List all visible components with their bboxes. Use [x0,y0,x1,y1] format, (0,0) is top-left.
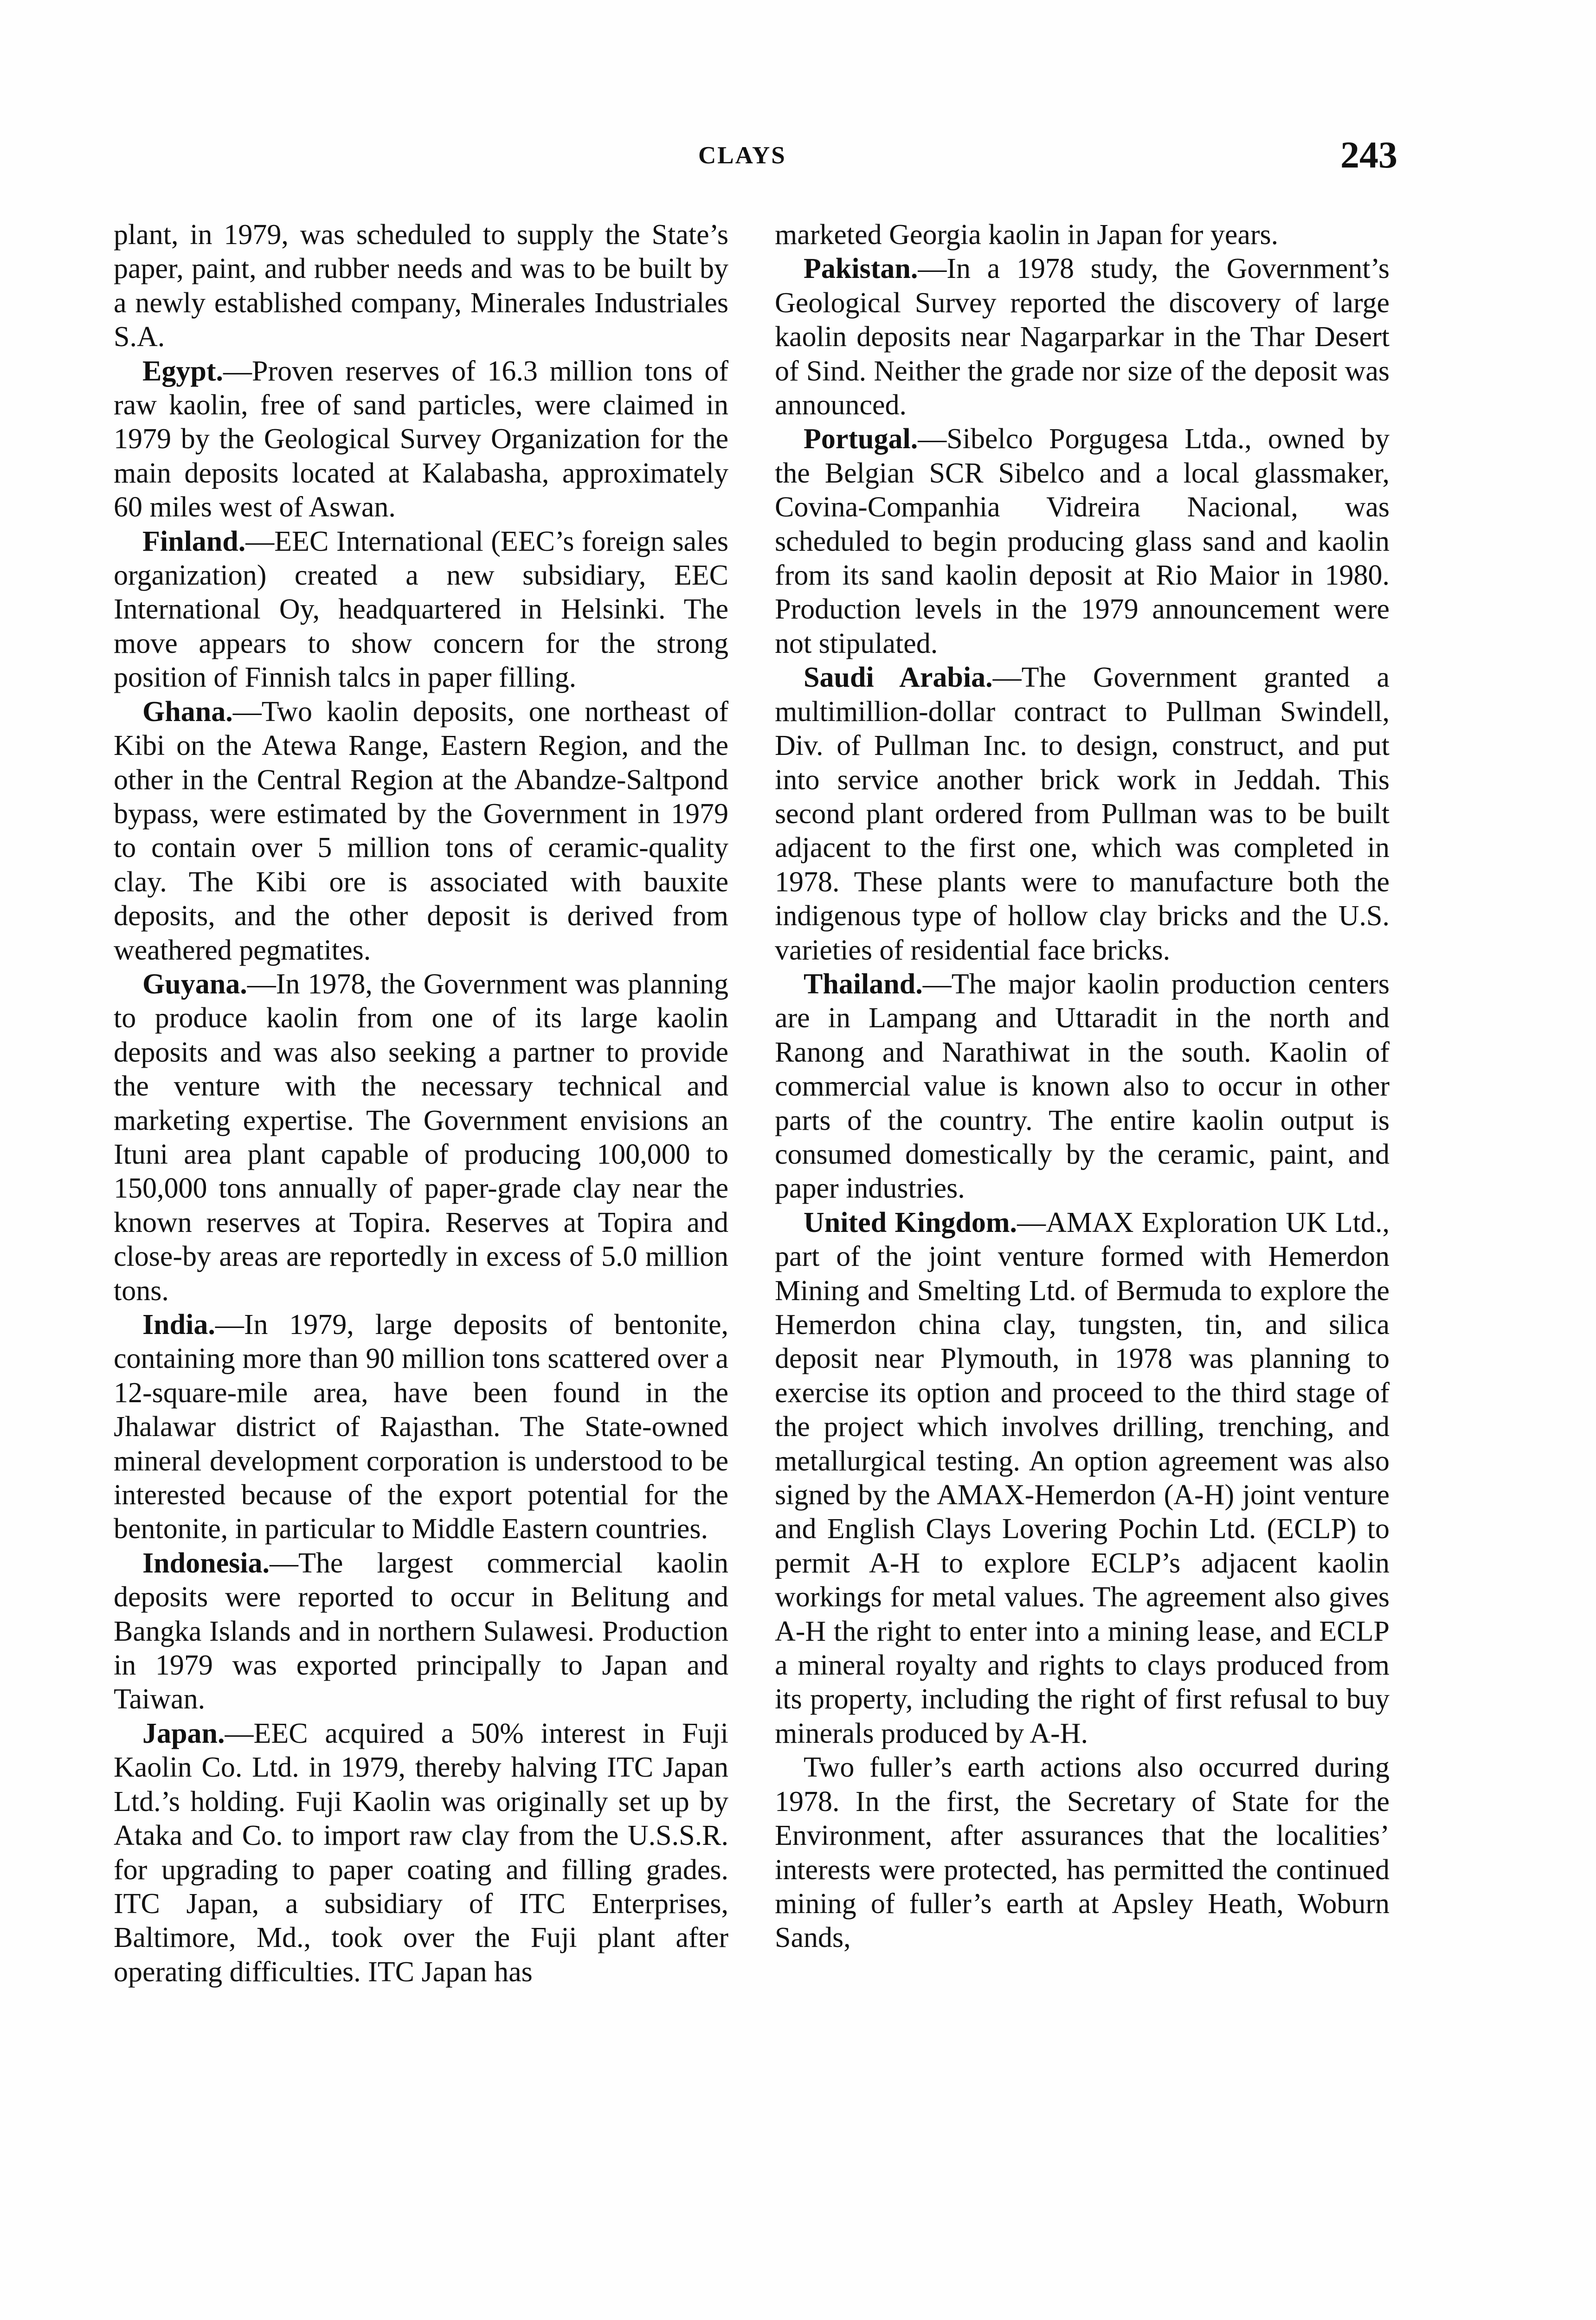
entry-text: —The Government granted a multimillion-dollar contract to Pullman Swindell, Div. of Pullman Inc. to design, construct, and put into service another brick work in Jeddah. This second plant ordered from Pullman was to be built adjacent to the first one, which was completed in 1978. These plants were to manufacture both the indigenous type of hollow clay bricks and the U.S. varieties of residential face bricks. [775,662,1390,966]
country-entry-thailand [775,967,1390,1206]
country-heading: Guyana. [142,968,247,1000]
entry-text: —EEC International (EEC’s foreign sales organization) created a new subsidiary, EEC International Oy, headquartered in Helsinki. The move appears to show concern for the strong position of Finnish talcs in paper filling. [114,525,728,694]
entry-text: —Sibelco Porgugesa Ltda., owned by the Belgian SCR Sibelco and a local glassmaker, Covina-Companhia Vidreira Nacional, was scheduled to begin producing glass sand and kaolin from its sand kaolin deposit at Rio Maior in 1980. Production levels in the 1979 announcement were not stipulated. [775,423,1390,659]
entry-text: —AMAX Exploration UK Ltd., part of the joint venture formed with Hemerdon Mining and Smelting Ltd. of Bermuda to explore the Hemerdon china clay, tungsten, tin, and silica deposit near Plymouth, in 1978 was planning to exercise its option and proceed to the third stage of the project which involves drilling, trenching, and metallurgical testing. An option agreement was also signed by the AMAX-Hemerdon (A-H) joint venture and English Clays Lovering Pochin Ltd. (ECLP) to permit A-H to explore ECLP’s adjacent kaolin workings for metal values. The agreement also gives A-H the right to enter into a mining lease, and ECLP a mineral royalty and rights to clays produced from its property, including the right of first refusal to buy minerals produced by A-H. [775,1206,1390,1749]
country-entry-pakistan [775,252,1390,422]
running-head [0,134,1596,176]
country-entry-ghana [114,695,728,967]
country-heading: Japan. [142,1717,225,1749]
entry-text: —Two kaolin deposits, one northeast of Kibi on the Atewa Range, Eastern Region, and the other in the Central Region at the Abandze-Saltpond bypass, were estimated by the Government in 1979 to contain over 5 million tons of ceramic-quality clay. The Kibi ore is associated with bauxite deposits, and the other deposit is derived from weathered pegmatites. [114,696,728,966]
page-number: 243 [1340,134,1397,176]
country-entry-saudi-arabia [775,661,1390,967]
country-entry-united-kingdom [775,1206,1390,1751]
entry-text: —The major kaolin production centers are in Lampang and Uttaradit in the north and Ranong and Narathiwat in the south. Kaolin of commercial value is known also to occur in other parts of the country. The entire kaolin output is consumed domestically by the ceramic, paint, and paper industries. [775,968,1390,1205]
country-entry-egypt [114,354,728,525]
entry-text: —The largest commercial kaolin deposits were reported to occur in Belitung and Bangka Islands and in northern Sulawesi. Production in 1979 was exported principally to Japan and Taiwan. [114,1547,728,1715]
country-entry-japan [114,1717,728,1989]
entry-text: —Proven reserves of 16.3 million tons of raw kaolin, free of sand particles, were claimed in 1979 by the Geological Survey Organization for the main deposits located at Kalabasha, approximately 60 miles west of Aswan. [114,355,728,523]
country-entry-indonesia [114,1547,728,1717]
country-entry-portugal [775,422,1390,661]
country-heading: Indonesia. [142,1547,270,1579]
country-heading: Pakistan. [804,253,918,285]
country-heading: Saudi Arabia. [804,662,993,694]
continued-paragraph: marketed Georgia kaolin in Japan for years. [775,219,1279,251]
entry-text: —In 1978, the Government was planning to produce kaolin from one of its large kaolin deposits and was also seeking a partner to provide the venture with the necessary technical and marketing expertise. The Government envisions an Ituni area plant capable of producing 100,000 to 150,000 tons annually of paper-grade clay near the known reserves at Topira. Reserves at Topira and close-by areas are reportedly in excess of 5.0 million tons. [114,968,728,1307]
left-column [114,218,728,1989]
entry-text: —In a 1978 study, the Government’s Geological Survey reported the discovery of large kaolin deposits near Nagarparkar in the Thar Desert of Sind. Neither the grade nor size of the deposit was announced. [775,253,1390,421]
country-heading: United Kingdom. [804,1206,1017,1238]
section-title: CLAYS [698,142,786,169]
country-heading: Egypt. [142,355,223,387]
country-entry-finland [114,525,728,695]
entry-text: —EEC acquired a 50% interest in Fuji Kaolin Co. Ltd. in 1979, thereby halving ITC Japan Ltd.’s holding. Fuji Kaolin was originally set up by Ataka and Co. to import raw clay from the U.S.S.R. for upgrading to paper coating and filling grades. ITC Japan, a subsidiary of ITC Enterprises, Baltimore, Md., took over the Fuji plant after operating difficulties. ITC Japan has [114,1717,728,1988]
entry-text: —In 1979, large deposits of bentonite, containing more than 90 million tons scattered over a 12-square-mile area, have been found in the Jhalawar district of Rajasthan. The State-owned mineral development corporation is understood to be interested because of the export potential for the bentonite, in particular to Middle Eastern countries. [114,1309,728,1545]
country-heading: Finland. [142,525,246,557]
fullers-earth-paragraph: Two fuller’s earth actions also occurred during 1978. In the first, the Secretary of State for the Environment, after assurances that the localities’ interests were protected, has permitted the continued mining of fuller’s earth at Apsley Heath, Woburn Sands, [775,1752,1390,1954]
right-column [775,218,1390,1955]
continued-paragraph: plant, in 1979, was scheduled to supply the State’s paper, paint, and rubber needs and was to be built by a newly established company, Minerales Industriales S.A. [114,219,728,353]
country-entry-guyana [114,967,728,1308]
country-heading: Thailand. [804,968,923,1000]
country-entry-india [114,1308,728,1547]
country-heading: Ghana. [142,696,233,728]
country-heading: Portugal. [804,423,918,455]
country-heading: India. [142,1309,215,1340]
